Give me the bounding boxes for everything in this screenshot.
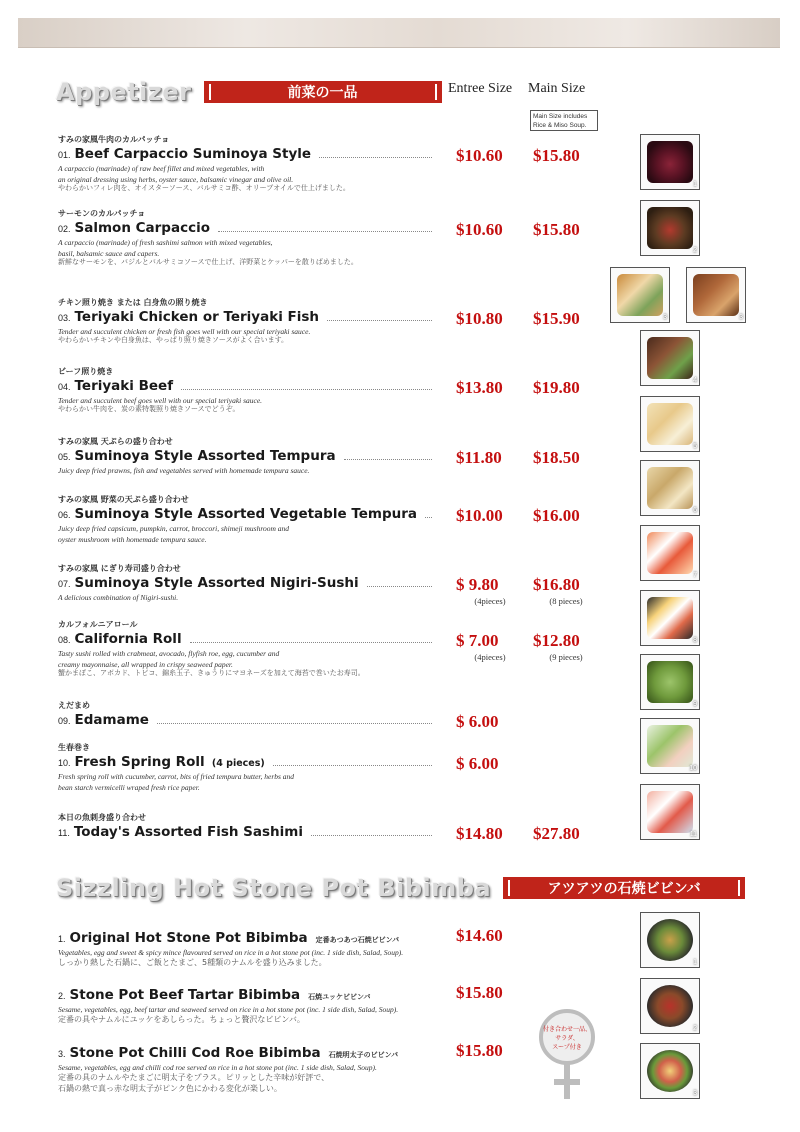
item-jp-name: カルフォルニアロール — [58, 620, 138, 629]
entree-price: $10.60 — [456, 220, 503, 239]
entree-size-header: Entree Size — [448, 81, 513, 96]
item-jp-name: 本日の魚刺身盛り合わせ — [58, 813, 146, 822]
entree-quantity: (4pieces) — [474, 652, 506, 662]
dish-image — [647, 919, 693, 961]
item-name: Suminoya Style Assorted Nigiri-Sushi — [74, 575, 359, 591]
dish-photo — [640, 1043, 700, 1099]
bibimba-item — [58, 1045, 398, 1094]
leader-dots — [367, 586, 432, 587]
main-price: $15.80 — [533, 220, 580, 239]
photo-number: 3 — [663, 314, 667, 321]
dish-photo — [640, 200, 700, 256]
item-name-line — [58, 754, 440, 770]
appetizer-jp-banner: 前菜の一品 — [204, 81, 442, 103]
leader-dots — [273, 765, 432, 766]
main-quantity: (9 pieces) — [549, 652, 583, 662]
item-name-line — [58, 448, 440, 464]
photo-number: 2 — [693, 1025, 697, 1032]
photo-number: 1 — [693, 181, 697, 188]
badge-line-1: 付き合わせ一品、 — [542, 1026, 592, 1033]
dish-image — [647, 597, 693, 639]
dish-image — [617, 274, 663, 316]
main-size-note: Main Size includes Rice & Miso Soup. — [530, 110, 598, 131]
item-number: 03. — [58, 313, 71, 323]
dish-image — [693, 274, 739, 316]
bibimba-name-line — [58, 1045, 398, 1061]
leader-dots — [344, 459, 432, 460]
leader-dots — [218, 231, 432, 232]
bibimba-jp-name: 石焼明太子のビビンバ — [328, 1051, 399, 1059]
dish-image — [647, 337, 693, 379]
item-description-jp: やわらかい牛肉を、炭の素特製照り焼きソースでどうぞ。 — [58, 405, 240, 413]
dish-photo — [640, 912, 700, 968]
badge-line-2: サラダ、 — [555, 1035, 579, 1042]
leader-dots — [181, 389, 432, 390]
entree-price: $ 6.00 — [456, 712, 499, 731]
item-number: 05. — [58, 452, 71, 462]
dish-photo — [640, 978, 700, 1034]
photo-number: 11 — [689, 831, 697, 838]
main-price: $27.80 — [533, 824, 580, 843]
item-jp-name: すみの家風 天ぷらの盛り合わせ — [58, 437, 173, 446]
item-description: Tender and succulent beef goes well with our special teriyaki sauce. — [58, 396, 263, 405]
bibimba-name-line — [58, 987, 398, 1003]
main-price: $15.80 — [533, 146, 580, 165]
bibimba-description: Sesame, vegetables, egg, beef tartar and seaweed served on rice in a hot stone pot (inc. 1 side dish, Salad, Soup). — [58, 1005, 399, 1014]
item-description-jp: 蟹かまぼこ、アボカド、トビコ、錦糸玉子、きゅうりにマヨネーズを加えて海苔で巻いたお寿司。 — [58, 669, 365, 677]
item-name: Suminoya Style Assorted Tempura — [74, 448, 336, 464]
dish-image — [647, 791, 693, 833]
item-name: Teriyaki Beef — [74, 378, 174, 394]
item-number: 01. — [58, 150, 71, 160]
dish-photo — [640, 590, 700, 646]
item-jp-name: チキン照り焼き または 白身魚の照り焼き — [58, 298, 208, 307]
item-name: Beef Carpaccio Suminoya Style — [74, 146, 312, 162]
dish-photo — [640, 134, 700, 190]
item-description: basil, balsamic sauce and capers. — [58, 249, 160, 258]
item-name: Today's Assorted Fish Sashimi — [73, 824, 303, 840]
top-decorative-banner — [18, 18, 780, 48]
item-name-line — [58, 824, 440, 840]
bibimba-number: 2. — [58, 991, 66, 1001]
dish-photo — [640, 718, 700, 774]
item-jp-name: サーモンのカルパッチョ — [58, 209, 146, 218]
dish-image — [647, 532, 693, 574]
bibimba-item — [58, 987, 398, 1025]
dish-image — [647, 403, 693, 445]
dish-photo — [640, 396, 700, 452]
item-description: Juicy deep fried capsicum, pumpkin, carrot, broccori, shimeji mushroom and — [58, 524, 290, 533]
item-description-jp: やわらかいフィレ肉を、オイスターソース、バルサミコ酢、オリーブオイルで仕上げました。 — [58, 184, 350, 192]
menu-item — [58, 742, 440, 792]
dish-image — [647, 725, 693, 767]
main-price: $16.00 — [533, 506, 580, 525]
main-price: $12.80 — [533, 631, 580, 650]
leader-dots — [425, 517, 432, 518]
item-description: Tasty sushi rolled with crabmeat, avocado, flyfish roe, egg, cucumber and — [58, 649, 280, 658]
item-description: an original dressing using herbs, oyster sauce, balsamic vinegar and olive oil. — [58, 175, 294, 184]
dish-image — [647, 207, 693, 249]
badge-line-3: スープ付き — [552, 1044, 582, 1051]
item-description: Tender and succulent chicken or fresh fish goes well with our special teriyaki sauce. — [58, 327, 311, 336]
item-jp-name: すみの家風 にぎり寿司盛り合わせ — [58, 564, 181, 573]
main-size-header: Main Size — [528, 81, 586, 96]
bibimba-description: Vegetables, egg and sweet & spicy mince flavoured served on rice in a hot stone pot (inc. 1 side dish, Salad, Soup). — [58, 948, 404, 957]
bibimba-price: $14.60 — [456, 926, 503, 945]
photo-number: 7 — [693, 572, 697, 579]
bibimba-description-jp: しっかり熱した石鍋に、ご飯とたまご、5種類のナムルを盛り込みました。 — [58, 958, 327, 967]
item-number: 04. — [58, 382, 71, 392]
dish-photo — [686, 267, 746, 323]
item-description: A carpaccio (marinade) of raw beef fillet and mixed vegetables, with — [58, 164, 265, 173]
photo-number: 8 — [693, 637, 697, 644]
dish-image — [647, 661, 693, 703]
item-name: California Roll — [74, 631, 182, 647]
photo-number: 2 — [693, 247, 697, 254]
menu-item — [58, 619, 440, 678]
photo-number: 1 — [693, 959, 697, 966]
dish-photo — [640, 784, 700, 840]
item-name-line — [58, 220, 440, 236]
bibimba-jp-banner: アツアツの石焼ビビンバ — [503, 877, 745, 899]
item-name-line — [58, 146, 440, 162]
item-number: 08. — [58, 635, 71, 645]
main-price: $18.50 — [533, 448, 580, 467]
main-price: $19.80 — [533, 378, 580, 397]
dish-photo — [640, 460, 700, 516]
dish-image — [647, 985, 693, 1027]
dish-photo — [640, 330, 700, 386]
dish-image — [647, 141, 693, 183]
item-name: Teriyaki Chicken or Teriyaki Fish — [74, 309, 320, 325]
item-name-line — [58, 506, 440, 522]
bibimba-description-jp: 石鍋の熱で真っ赤な明太子がピンク色にかわる変化が楽しい。 — [58, 1084, 282, 1093]
menu-item — [58, 436, 440, 475]
item-number: 02. — [58, 224, 71, 234]
photo-number: 10 — [689, 765, 697, 772]
main-quantity: (8 pieces) — [549, 596, 583, 606]
item-name: Salmon Carpaccio — [74, 220, 210, 236]
entree-price: $ 6.00 — [456, 754, 499, 773]
item-number: 10. — [58, 758, 71, 768]
photo-number: 9 — [693, 701, 697, 708]
photo-number: 6 — [693, 507, 697, 514]
bibimba-jp-name: 石焼ユッケビビンバ — [308, 993, 371, 1001]
dish-photo — [640, 654, 700, 710]
menu-item — [58, 812, 440, 840]
item-description: oyster mushroom with homemade tempura sauce. — [58, 535, 207, 544]
item-number: 07. — [58, 579, 71, 589]
bibimba-price: $15.80 — [456, 983, 503, 1002]
bibimba-number: 1. — [58, 934, 66, 944]
leader-dots — [311, 835, 432, 836]
item-description: Juicy deep fried prawns, fish and vegetables served with homemade tempura sauce. — [58, 466, 310, 475]
item-description-jp: 新鮮なサーモンを、バジルとバルサミコソースで仕上げ、洋野菜とケッパーを散りばめました。 — [58, 258, 358, 266]
item-name-line — [58, 575, 440, 591]
bibimba-number: 3. — [58, 1049, 66, 1059]
entree-price: $14.80 — [456, 824, 503, 843]
bibimba-name: Stone Pot Beef Tartar Bibimba — [69, 987, 301, 1003]
dish-photo — [610, 267, 670, 323]
dish-photo — [640, 525, 700, 581]
item-jp-name: すみの家風牛肉のカルパッチョ — [58, 135, 170, 144]
menu-item — [58, 563, 440, 602]
item-name-line — [58, 631, 440, 647]
item-jp-name: えだまめ — [58, 701, 90, 710]
photo-number: 5 — [693, 443, 697, 450]
side-dish-badge — [537, 1005, 597, 1105]
entree-price: $ 7.00 — [456, 631, 499, 650]
item-number: 09. — [58, 716, 71, 726]
item-jp-name: ビーフ照り焼き — [58, 367, 114, 376]
item-description: creamy mayonnaise, all wrapped in crispy seaweed paper. — [58, 660, 233, 669]
main-price: $15.90 — [533, 309, 580, 328]
menu-item — [58, 297, 440, 345]
leader-dots — [327, 320, 432, 321]
item-description: bean starch vermicelli wraped fresh rice paper. — [58, 783, 200, 792]
item-pieces: (4 pieces) — [208, 758, 265, 769]
entree-price: $11.80 — [456, 448, 502, 467]
item-description: Fresh spring roll with cucumber, carrot, bits of fried tempura butter, herbs and — [58, 772, 295, 781]
menu-item — [58, 366, 440, 414]
appetizer-title: Appetizer — [56, 78, 192, 106]
bibimba-name-line — [58, 930, 403, 946]
menu-item — [58, 208, 440, 267]
item-description-jp: やわらかいチキンや白身魚は、やっぱり照り焼きソースがよく合います。 — [58, 336, 289, 344]
bibimba-item — [58, 930, 403, 968]
menu-item — [58, 700, 440, 728]
entree-price: $13.80 — [456, 378, 503, 397]
photo-number: 3 — [739, 314, 743, 321]
bibimba-description-jp: 定番の具のナムルやたまごに明太子をプラス。ピリッとした辛味が好評で、 — [58, 1073, 330, 1082]
item-description: A carpaccio (marinade) of fresh sashimi salmon with mixed vegetables, — [58, 238, 273, 247]
leader-dots — [319, 157, 432, 158]
entree-price: $ 9.80 — [456, 575, 499, 594]
bibimba-title: Sizzling Hot Stone Pot Bibimba — [56, 874, 492, 902]
dish-image — [647, 1050, 693, 1092]
photo-number: 4 — [693, 377, 697, 384]
item-name-line — [58, 309, 440, 325]
item-description: A delicious combination of Nigiri-sushi. — [58, 593, 179, 602]
menu-item — [58, 494, 440, 544]
main-price: $16.80 — [533, 575, 580, 594]
entree-price: $10.60 — [456, 146, 503, 165]
item-name: Suminoya Style Assorted Vegetable Tempura — [74, 506, 417, 522]
bibimba-header — [56, 874, 745, 902]
item-name-line — [58, 712, 440, 728]
menu-item — [58, 134, 440, 193]
leader-dots — [190, 642, 432, 643]
photo-number: 3 — [693, 1090, 697, 1097]
bibimba-description: Sesame, vegetables, egg and chilli cod roe served on rice in a hot stone pot (inc. 1 side dish, Salad, Soup). — [58, 1063, 377, 1072]
bibimba-name: Stone Pot Chilli Cod Roe Bibimba — [69, 1045, 321, 1061]
dish-image — [647, 467, 693, 509]
item-name-line — [58, 378, 440, 394]
bibimba-description-jp: 定番の具やナムルにユッケをあしらった。ちょっと贅沢なビビンバ。 — [58, 1015, 305, 1024]
item-jp-name: すみの家風 野菜の天ぷら盛り合わせ — [58, 495, 189, 504]
entree-quantity: (4pieces) — [474, 596, 506, 606]
bibimba-price: $15.80 — [456, 1041, 503, 1060]
appetizer-header — [56, 78, 442, 106]
item-number: 06. — [58, 510, 71, 520]
item-name: Fresh Spring Roll (4 pieces) — [74, 754, 265, 770]
item-name: Edamame — [74, 712, 149, 728]
leader-dots — [157, 723, 432, 724]
entree-price: $10.80 — [456, 309, 503, 328]
item-jp-name: 生春巻き — [58, 743, 90, 752]
item-number: 11. — [58, 828, 70, 838]
entree-price: $10.00 — [456, 506, 503, 525]
bibimba-jp-name: 定番あつあつ石焼ビビンバ — [315, 936, 400, 944]
bibimba-name: Original Hot Stone Pot Bibimba — [69, 930, 308, 946]
